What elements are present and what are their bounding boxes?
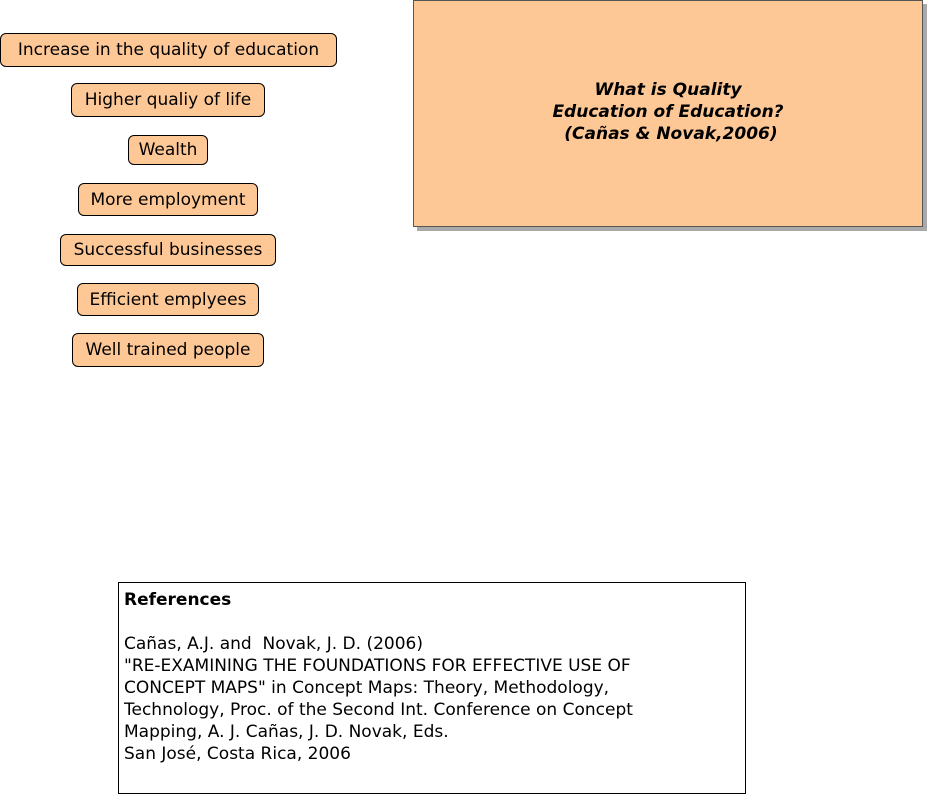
concept-successful-businesses[interactable]: Successful businesses — [60, 234, 276, 266]
title-line-2: Education of Education? — [552, 102, 784, 122]
reference-line: San José, Costa Rica, 2006 — [124, 744, 351, 764]
reference-line: "RE-EXAMINING THE FOUNDATIONS FOR EFFECTIVE USE OF — [124, 656, 631, 676]
title-line-3: (Cañas & Novak,2006) — [558, 124, 778, 144]
references-heading: References — [124, 590, 232, 610]
title-text — [414, 79, 922, 145]
concept-more-employment[interactable]: More employment — [78, 183, 258, 216]
concept-well-trained-people[interactable]: Well trained people — [72, 333, 264, 367]
concept-increase-quality-education[interactable]: Increase in the quality of education — [0, 33, 337, 67]
references-box[interactable] — [118, 582, 746, 794]
reference-line: Mapping, A. J. Cañas, J. D. Novak, Eds. — [124, 722, 449, 742]
title-line-1: What is Quality — [594, 80, 742, 100]
reference-line: Technology, Proc. of the Second Int. Conference on Concept — [124, 700, 633, 720]
concept-efficient-employees[interactable]: Efficient emplyees — [77, 283, 259, 316]
title-box[interactable] — [413, 0, 923, 227]
reference-line: CONCEPT MAPS" in Concept Maps: Theory, Methodology, — [124, 678, 610, 698]
reference-line: Cañas, A.J. and Novak, J. D. (2006) — [124, 634, 423, 654]
concept-higher-quality-of-life[interactable]: Higher qualiy of life — [71, 83, 265, 117]
concept-wealth[interactable]: Wealth — [128, 135, 208, 165]
